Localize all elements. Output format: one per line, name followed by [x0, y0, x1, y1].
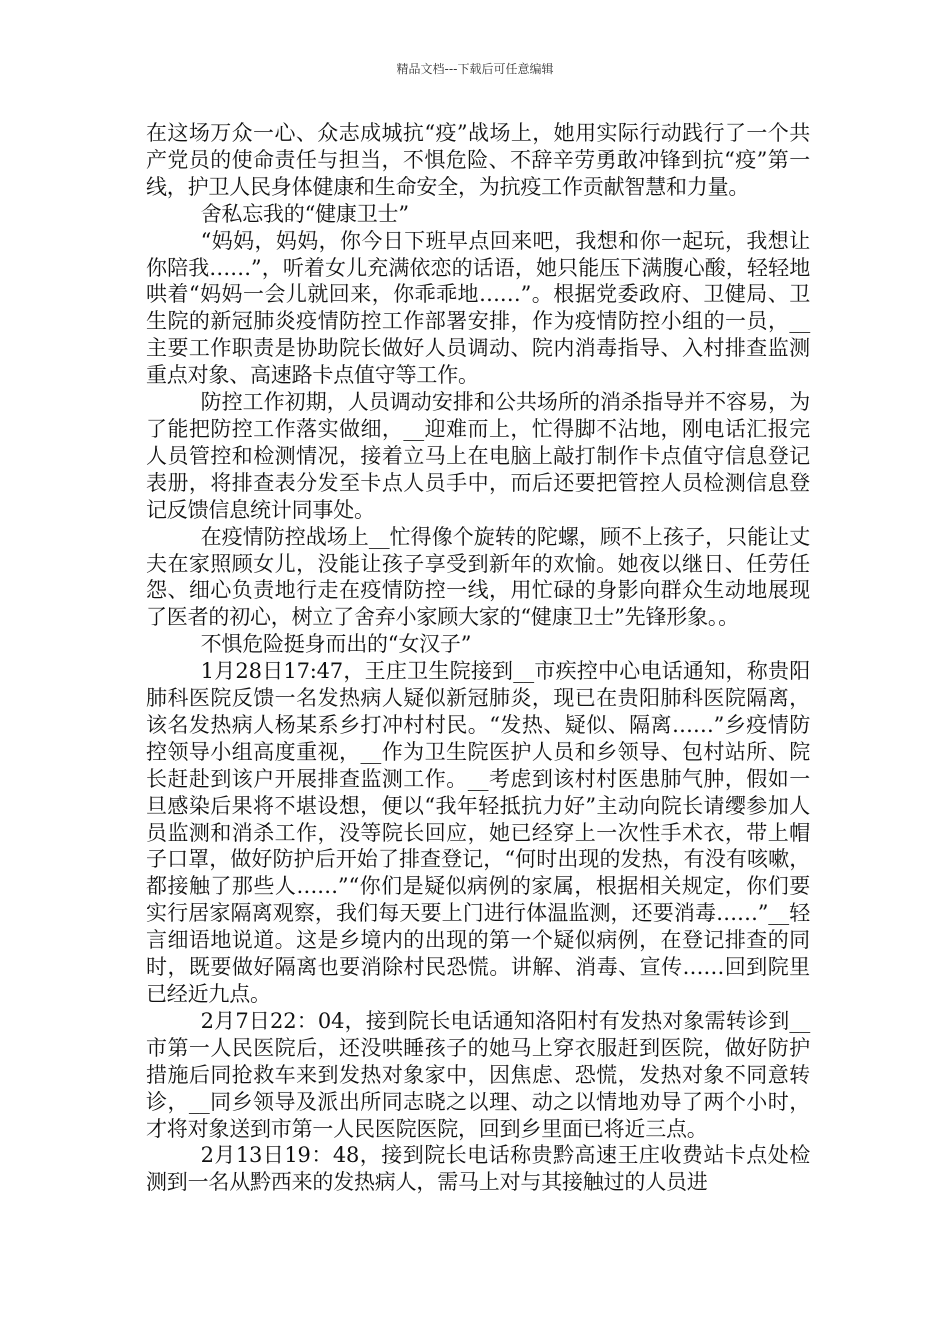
page-header: 精品文档---下载后可任意编辑 [396, 62, 554, 76]
paragraph: 在疫情防控战场上__忙得像个旋转的陀螺，顾不上孩子，只能让丈夫在家照顾女儿，没能让孩子享受到新年的欢愉。她夜以继日、任劳任怨、细心负责地行走在疫情防控一线，用忙碌的身影向群众生动地展现了医者的初心，树立了舍弃小家顾大家的“健康卫士”先锋形象。。 [146, 524, 810, 630]
paragraph: 防控工作初期，人员调动安排和公共场所的消杀指导并不容易，为了能把防控工作落实做细，__迎难而上，忙得脚不沾地，刚电话汇报完人员管控和检测情况，接着立马上在电脑上敲打制作卡点值守信息登记表册，将排查表分发至卡点人员手中，而后还要把管控人员检测信息登记反馈信息统计同事处。 [146, 390, 810, 522]
paragraph-intro: 在这场万众一心、众志成城抗“疫”战场上，她用实际行动践行了一个共产党员的使命责任与担当，不惧危险、不辞辛劳勇敢冲锋到抗“疫”第一线，护卫人民身体健康和生命安全，为抗疫工作贡献智慧和力量。 [146, 121, 810, 199]
document-body [146, 120, 810, 1196]
paragraph: 2月13日19：48，接到院长电话称贵黔高速王庄收费站卡点处检测到一名从黔西来的发热病人，需马上对与其接触过的人员进 [146, 1143, 810, 1195]
paragraph: “妈妈，妈妈，你今日下班早点回来吧，我想和你一起玩，我想让你陪我……”，听着女儿充满依恋的话语，她只能压下满腹心酸，轻轻地哄着“妈妈一会儿就回来，你乖乖地……”。根据党委政府、卫健局、卫生院的新冠肺炎疫情防控工作部署安排，作为疫情防控小组的一员，__主要工作职责是协助院长做好人员调动、院内消毒指导、入村排查监测重点对象、高速路卡点值守等工作。 [146, 228, 810, 388]
paragraph: 2月7日22：04，接到院长电话通知洛阳村有发热对象需转诊到__市第一人民医院后，还没哄睡孩子的她马上穿衣服赶到医院，做好防护措施后同抢救车来到发热对象家中，因焦虑、恐慌，发热对象不同意转诊，__同乡领导及派出所同志晓之以理、动之以情地劝导了两个小时，才将对象送到市第一人民医院医院，回到乡里面已将近三点。 [146, 1008, 810, 1141]
section-heading-health-guard: 舍私忘我的“健康卫士” [200, 201, 409, 226]
paragraph: 1月28日17:47，王庄卫生院接到__市疾控中心电话通知，称贵阳肺科医院反馈一名发热病人疑似新冠肺炎，现已在贵阳肺科医院隔离，该名发热病人杨某系乡打冲村村民。“发热、疑似、隔离……”乡疫情防控领导小组高度重视，__作为卫生院医护人员和乡领导、包村站所、院长赶赴到该户开展排查监测工作。__考虑到该村村医患肺气肿，假如一旦感染后果将不堪设想，便以“我年轻抵抗力好”主动向院长请缨参加人员监测和消杀工作，没等院长回应，她已经穿上一次性手术衣，带上帽子口罩，做好防护后开始了排查登记，“何时出现的发热，有没有咳嗽，都接触了那些人……”“你们是疑似病例的家属，根据相关规定，你们要实行居家隔离观察，我们每天要上门进行体温监测，还要消毒……”__轻言细语地说道。这是乡境内的出现的第一个疑似病例，在登记排查的同时，既要做好隔离也要消除村民恐慌。讲解、消毒、宣传……回到院里已经近九点。 [146, 659, 810, 1006]
section-heading-brave-woman: 不惧危险挺身而出的“女汉子” [200, 632, 472, 657]
